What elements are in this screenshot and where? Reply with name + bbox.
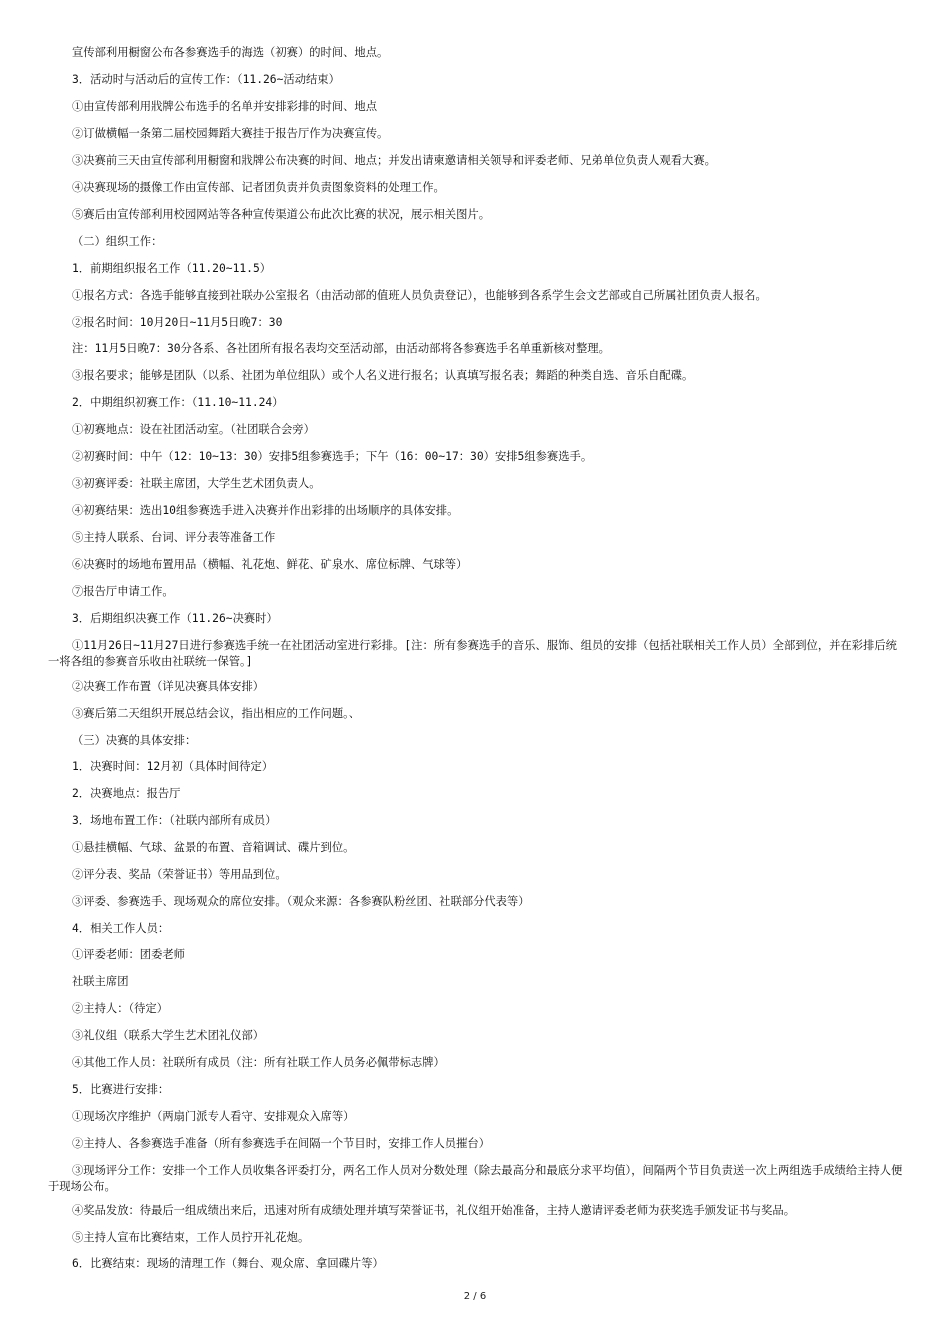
paragraph: ①现场次序维护（两扇门派专人看守、安排观众入席等）	[72, 1110, 355, 1123]
section-heading: （三）决赛的具体安排：	[72, 734, 197, 747]
paragraph: 6．比赛结束：现场的清理工作（舞台、观众席、拿回碟片等）	[72, 1257, 384, 1270]
paragraph: ②决赛工作布置（详见决赛具体安排）	[72, 680, 265, 693]
paragraph: ③现场评分工作：安排一个工作人员收集各评委打分，两名工作人员对分数处理（除去最高分和最底分求平均值），间隔两个节目负责送一次上两组选手成绩给主持人便于现场公布。	[48, 1164, 903, 1193]
paragraph: ⑤主持人联系、台词、评分表等准备工作	[72, 531, 276, 544]
paragraph: ①初赛地点：设在社团活动室。（社团联合会旁）	[72, 423, 315, 436]
paragraph: ⑥决赛时的场地布置用品（横幅、礼花炮、鲜花、矿泉水、席位标牌、气球等）	[72, 558, 468, 571]
paragraph: ②主持人、各参赛选手准备（所有参赛选手在间隔一个节目时，安排工作人员摧台）	[72, 1137, 490, 1150]
paragraph: 4．相关工作人员：	[72, 922, 170, 935]
paragraph: 5．比赛进行安排：	[72, 1083, 170, 1096]
paragraph: ⑤主持人宣布比赛结束，工作人员拧开礼花炮。	[72, 1231, 310, 1244]
paragraph: ④奖品发放：待最后一组成绩出来后，迅速对所有成绩处理并填写荣誉证书，礼仪组开始准备，主持人邀请评委老师为获奖选手颁发证书与奖品。	[72, 1204, 796, 1217]
paragraph: 1．前期组织报名工作（11.20~11.5）	[72, 262, 272, 275]
paragraph: 2．决赛地点：报告厅	[72, 787, 181, 800]
paragraph: ②报名时间：10月20日~11月5日晚7：30	[72, 316, 283, 329]
paragraph: ④决赛现场的摄像工作由宣传部、记者团负责并负责图象资料的处理工作。	[72, 181, 445, 194]
paragraph: ①11月26日~11月27日进行参赛选手统一在社团活动室进行彩排。[注：所有参赛选手的音乐、服饰、组员的安排（包括社联相关工作人员）全部到位，并在彩排后统一将各组的参赛音乐收由社联统一保管。]	[48, 639, 897, 668]
paragraph: ②订做横幅一条第二届校园舞蹈大赛挂于报告厅作为决赛宣传。	[72, 127, 389, 140]
paragraph: ⑦报告厅申请工作。	[72, 585, 174, 598]
paragraph: 3．后期组织决赛工作（11.26~决赛时）	[72, 612, 278, 625]
paragraph: 注：11月5日晚7：30分各系、各社团所有报名表均交至活动部，由活动部将各参赛选手名单重新核对整理。	[72, 342, 610, 355]
paragraph: ②主持人：（待定）	[72, 1002, 169, 1015]
paragraph: ③赛后第二天组织开展总结会议，指出相应的工作问题。、	[72, 707, 361, 720]
paragraph: ⑤赛后由宣传部利用校园网站等各种宣传渠道公布此次比赛的状况，展示相关图片。	[72, 208, 490, 221]
paragraph: ①悬挂横幅、气球、盆景的布置、音箱调试、碟片到位。	[72, 841, 355, 854]
section-heading: （二）组织工作：	[72, 235, 163, 248]
paragraph: ③评委、参赛选手、现场观众的席位安排。（观众来源：各参赛队粉丝团、社联部分代表等）	[72, 895, 530, 908]
paragraph: ②评分表、奖品（荣誉证书）等用品到位。	[72, 868, 287, 881]
paragraph: ①由宣传部利用戕牌公布选手的名单并安排彩排的时间、地点	[72, 100, 378, 113]
paragraph: ④初赛结果：选出10组参赛选手进入决赛并作出彩排的出场顺序的具体安排。	[72, 504, 459, 517]
paragraph: ④其他工作人员：社联所有成员（注：所有社联工作人员务必佩带标志牌）	[72, 1056, 445, 1069]
paragraph: 社联主席团	[72, 975, 129, 988]
paragraph: ②初赛时间：中午（12：10~13：30）安排5组参赛选手；下午（16：00~17：30）安排5组参赛选手。	[72, 450, 593, 463]
paragraph: ③礼仪组（联系大学生艺术团礼仪部）	[72, 1029, 265, 1042]
paragraph: 1．决赛时间：12月初（具体时间待定）	[72, 760, 274, 773]
paragraph: ①报名方式：各选手能够直接到社联办公室报名（由活动部的值班人员负责登记），也能够到各系学生会文艺部或自己所属社团负责人报名。	[72, 289, 767, 302]
paragraph: ①评委老师：团委老师	[72, 948, 185, 961]
paragraph: ③决赛前三天由宣传部利用橱窗和戕牌公布决赛的时间、地点；并发出请柬邀请相关领导和评委老师、兄弟单位负责人观看大赛。	[72, 154, 716, 167]
page-number: 2 / 6	[463, 1291, 487, 1302]
paragraph: ③初赛评委：社联主席团，大学生艺术团负责人。	[72, 477, 321, 490]
paragraph: 2．中期组织初赛工作：（11.10~11.24）	[72, 396, 284, 409]
paragraph: 3．活动时与活动后的宣传工作：（11.26~活动结束）	[72, 73, 340, 86]
paragraph: 3．场地布置工作：（社联内部所有成员）	[72, 814, 277, 827]
paragraph: ③报名要求；能够是团队（以系、社团为单位组队）或个人名义进行报名；认真填写报名表；舞蹈的种类自选、音乐自配碟。	[72, 369, 694, 382]
paragraph: 宣传部利用橱窗公布各参赛选手的海选（初赛）的时间、地点。	[72, 46, 389, 59]
